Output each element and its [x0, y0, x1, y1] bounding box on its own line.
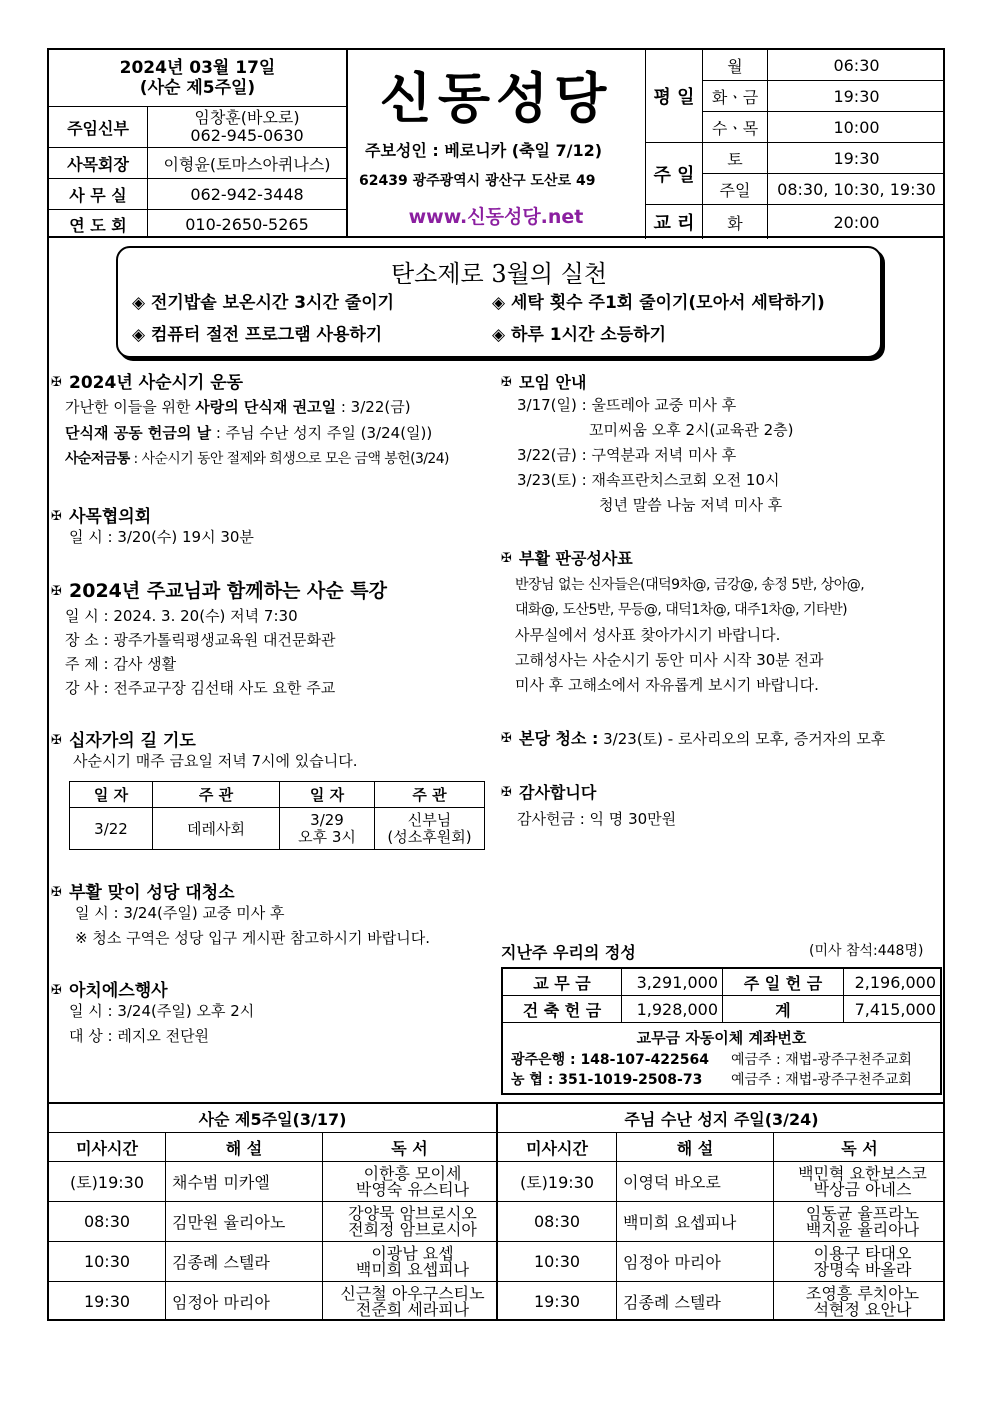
commentator: 임정아 마리아 [617, 1242, 774, 1282]
mass-time: 10:30 [49, 1242, 166, 1282]
section-title: 십자가의 길 기도 [69, 731, 196, 751]
text-bold: 사랑의 단식재 권고일 [195, 398, 337, 416]
mass-schedule [645, 50, 945, 236]
section-title: 부활 판공성사표 [519, 549, 633, 568]
commentator: 백미희 요셉피나 [617, 1202, 774, 1242]
text-line: 사순시기 매주 금요일 저녁 7시에 있습니다. [73, 752, 358, 770]
commentator: 이영덕 바오로 [617, 1162, 774, 1202]
commentator: 채수범 미카엘 [166, 1162, 323, 1202]
table-header: 일 자 [70, 782, 153, 808]
table-cell [280, 808, 375, 850]
reader: 임동균 율프라노 [805, 1203, 920, 1223]
cross-icon: ✠ [501, 731, 512, 746]
cross-icon: ✠ [501, 375, 512, 390]
banner-item: ◈ 세탁 횟수 주1회 줄이기(모아서 세탁하기) [492, 293, 825, 313]
readers [774, 1282, 946, 1322]
carbon-zero-banner [116, 246, 882, 358]
banner-title: 탄소제로 3월의 실천 [391, 260, 607, 288]
finance-box [501, 967, 942, 1095]
schedule-day: 수ㆍ목 [703, 112, 768, 143]
text-line: 고해성사는 사순시기 동안 미사 시작 30분 전과 [515, 651, 824, 669]
bank-account-1: 광주은행 : 148-107-422564 [511, 1052, 709, 1068]
date-cell [49, 50, 347, 107]
readers [323, 1202, 497, 1242]
reader: 백미희 요셉피나 [355, 1259, 470, 1279]
mass-time: 08:30 [498, 1202, 617, 1242]
banner-item: ◈ 컴퓨터 절전 프로그램 사용하기 [132, 325, 383, 345]
text-line: 반장님 없는 신자들은(대덕9차@, 금강@, 송정 5반, 상아@, [515, 577, 865, 593]
readers [774, 1162, 946, 1202]
commentator: 임정아 마리아 [166, 1282, 323, 1322]
reader: 강양묵 암브로시오 [348, 1203, 477, 1223]
section-stations-cross [51, 726, 196, 751]
text-line: 감사헌금 : 익 명 30만원 [517, 810, 677, 828]
section-title: 2024년 주교님과 함께하는 사순 특강 [69, 580, 387, 602]
roster-header: 독 서 [774, 1133, 946, 1162]
reader: 장명숙 바올라 [813, 1259, 912, 1279]
schedule-time: 19:30 [768, 81, 946, 112]
schedule-day: 화 [703, 205, 768, 240]
text-line: 강 사 : 전주교구장 김선태 사도 요한 주교 [65, 679, 336, 697]
section-church-cleaning [501, 726, 885, 749]
yeondo-label: 연 도 회 [49, 210, 148, 239]
banner-item: ◈ 전기밥솥 보온시간 3시간 줄이기 [132, 293, 395, 313]
text-line: 장 소 : 광주가톨릭평생교육원 대건문화관 [65, 631, 336, 649]
finance-value: 1,928,000 [622, 996, 723, 1023]
cross-icon: ✠ [51, 885, 62, 900]
text-line: ※ 청소 구역은 성당 입구 게시판 참고하시기 바랍니다. [75, 929, 431, 947]
table-header: 주 관 [153, 782, 280, 808]
section-title: 감사합니다 [519, 783, 597, 802]
finance-value: 3,291,000 [622, 969, 723, 996]
text-line: 청년 말씀 나눔 저녁 미사 후 [599, 496, 783, 514]
cross-icon: ✠ [501, 551, 512, 566]
roster-header: 독 서 [323, 1133, 497, 1162]
section-title: 사목협의회 [69, 507, 152, 527]
cross-icon: ✠ [51, 509, 62, 524]
section-confession-ticket [501, 546, 633, 569]
cleaning-text: 3/23(토) - 로사리오의 모후, 증거자의 모후 [598, 730, 886, 748]
patron-saint: 주보성인 : 베로니카 (축일 7/12) [365, 141, 603, 160]
section-thanks [501, 780, 596, 803]
mass-time: (토)19:30 [498, 1162, 617, 1202]
text-line: 3/22(금) : 구역분과 저녁 미사 후 [517, 446, 737, 464]
account-holder-2: 예금주 : 재법-광주구천주교회 [731, 1072, 912, 1088]
liturgical-week: (사순 제5주일) [139, 78, 256, 98]
council-label: 사목회장 [49, 148, 148, 179]
cell-line: 오후 3시 [298, 827, 356, 846]
table-cell: 3/22 [70, 808, 153, 850]
pastor-phone: 062-945-0630 [190, 126, 304, 145]
cross-icon: ✠ [51, 983, 62, 998]
section-title: 부활 맞이 성당 대청소 [69, 883, 235, 903]
bulletin-page [47, 48, 945, 1321]
header-title-block [347, 50, 645, 236]
church-name: 신동성당 [379, 67, 613, 130]
text-line [65, 398, 411, 416]
header-info [49, 50, 348, 236]
schedule-time: 20:00 [768, 205, 946, 240]
reader: 전희정 암브로시아 [348, 1219, 477, 1239]
section-bishop-lecture [51, 576, 387, 603]
church-address: 62439 광주광역시 광산구 도산로 49 [359, 173, 596, 189]
section-title: 아치에스행사 [69, 981, 168, 1001]
pastor-label: 주임신부 [49, 107, 148, 148]
readers [323, 1162, 497, 1202]
schedule-time: 19:30 [768, 143, 946, 174]
reader: 백지윤 율리아나 [805, 1219, 920, 1239]
section-easter-cleaning [51, 878, 235, 903]
finance-value: 7,415,000 [844, 996, 941, 1023]
auto-transfer-title: 교무금 자동이체 계좌번호 [636, 1029, 807, 1047]
finance-label: 계 [723, 996, 844, 1023]
attendance: (미사 참석:448명) [809, 943, 924, 959]
table-header: 주 관 [375, 782, 485, 808]
reader: 전준희 세라피나 [355, 1299, 470, 1319]
mass-time: 19:30 [49, 1282, 166, 1322]
commentator: 김만원 율리아노 [166, 1202, 323, 1242]
text-line [65, 450, 449, 468]
bank-account-2: 농 협 : 351-1019-2508-73 [511, 1072, 703, 1088]
schedule-time: 08:30, 10:30, 19:30 [768, 174, 946, 205]
readers [774, 1202, 946, 1242]
commentator: 김종례 스텔라 [166, 1242, 323, 1282]
reader: 신근철 아우구스티노 [340, 1283, 485, 1303]
finance-label: 주 일 헌 금 [723, 969, 844, 996]
finance-label: 건 축 헌 금 [503, 996, 622, 1023]
cell-line: 신부님 [407, 810, 452, 829]
mass-time: 08:30 [49, 1202, 166, 1242]
roster-header: 미사시간 [49, 1133, 166, 1162]
mass-time: (토)19:30 [49, 1162, 166, 1202]
text-line: 미사 후 고해소에서 자유롭게 보시기 바랍니다. [515, 676, 819, 694]
bulletin-date: 2024년 03월 17일 [119, 58, 276, 78]
pastor-name: 임창훈(바오로) [194, 108, 300, 127]
reader: 박상금 아네스 [813, 1179, 912, 1199]
office-phone: 062-942-3448 [148, 179, 347, 210]
catechism-label: 교 리 [646, 205, 703, 240]
cross-icon: ✠ [501, 785, 512, 800]
text: : 사순시기 동안 절제와 희생으로 모은 금액 봉헌(3/24) [129, 451, 449, 467]
mass-roster-right [497, 1104, 945, 1321]
reader: 이용구 타대오 [813, 1243, 912, 1263]
pastor-value [148, 107, 347, 148]
header-divider [49, 236, 945, 238]
commentator: 김종례 스텔라 [617, 1282, 774, 1322]
office-label: 사 무 실 [49, 179, 148, 210]
website-link[interactable]: www.신동성당.net [408, 206, 584, 228]
reader: 석현정 요안나 [813, 1299, 912, 1319]
text: : 주님 수난 성지 주일 (3/24(일)) [211, 424, 433, 442]
section-title: 본당 청소 : [519, 729, 599, 748]
text-line: 대화@, 도산5반, 무등@, 대덕1차@, 대주1차@, 기타반) [515, 602, 848, 618]
table-cell: 데레사회 [153, 808, 280, 850]
reader: 이한흥 모이세 [363, 1163, 462, 1183]
section-acies [51, 976, 168, 1001]
text-line: 사무실에서 성사표 찾아가시기 바랍니다. [515, 626, 781, 644]
stations-table [69, 781, 485, 850]
weekday-label: 평 일 [646, 50, 703, 143]
text-line: 꼬미씨움 오후 2시(교육관 2층) [589, 421, 794, 439]
roster-header: 해 설 [166, 1133, 323, 1162]
section-meetings [501, 370, 586, 393]
yeondo-phone: 010-2650-5265 [148, 210, 347, 239]
schedule-time: 10:00 [768, 112, 946, 143]
text-line: 3/23(토) : 재속프란치스코회 오전 10시 [517, 471, 780, 489]
section-title: 2024년 사순시기 운동 [69, 373, 244, 393]
text-line: 주 제 : 감사 생활 [65, 655, 177, 673]
mass-roster-left [49, 1104, 497, 1321]
reader: 박영숙 유스티나 [355, 1179, 470, 1199]
text-bold: 사순저금통 [65, 451, 130, 467]
cell-line: (성소후원회) [387, 827, 472, 846]
table-cell [375, 808, 485, 850]
cross-icon: ✠ [51, 733, 62, 748]
roster-header: 해 설 [617, 1133, 774, 1162]
section-lent-movement [51, 368, 243, 393]
roster-title: 사순 제5주일(3/17) [49, 1104, 497, 1133]
text-line: 일 시 : 3/24(주일) 교중 미사 후 [75, 904, 285, 922]
finance-title: 지난주 우리의 정성 [501, 943, 636, 962]
text: : 3/22(금) [336, 398, 411, 416]
council-value: 이형윤(토마스아퀴나스) [148, 148, 347, 179]
section-title: 모임 안내 [519, 373, 587, 392]
schedule-day: 화ㆍ금 [703, 81, 768, 112]
schedule-day: 주일 [703, 174, 768, 205]
account-holder-1: 예금주 : 재법-광주구천주교회 [731, 1052, 912, 1068]
finance-table [503, 969, 940, 1023]
cross-icon: ✠ [51, 375, 62, 390]
readers [323, 1282, 497, 1322]
mass-time: 10:30 [498, 1242, 617, 1282]
table-header: 일 자 [280, 782, 375, 808]
text-line: 3/17(일) : 울뜨레아 교중 미사 후 [517, 396, 737, 414]
finance-label: 교 무 금 [503, 969, 622, 996]
text-line [65, 424, 432, 442]
text-bold: 단식재 공동 헌금의 날 [65, 424, 212, 442]
text-line: 일 시 : 3/24(주일) 오후 2시 [69, 1002, 255, 1020]
readers [323, 1242, 497, 1282]
reader: 이광남 요셉 [371, 1243, 454, 1263]
cross-icon: ✠ [51, 584, 62, 599]
schedule-day: 토 [703, 143, 768, 174]
section-pastoral-council [51, 502, 151, 527]
reader: 백민혁 요한보스코 [798, 1163, 927, 1183]
text-line: 일 시 : 2024. 3. 20(수) 저녁 7:30 [65, 607, 298, 625]
banner-item: ◈ 하루 1시간 소등하기 [492, 325, 667, 345]
reader: 조영흥 루치아노 [805, 1283, 920, 1303]
sunday-label: 주 일 [646, 143, 703, 205]
roster-title: 주님 수난 성지 주일(3/24) [498, 1104, 946, 1133]
text-line: 대 상 : 레지오 전단원 [69, 1027, 210, 1045]
text: 가난한 이들을 위한 [65, 398, 196, 416]
roster-header: 미사시간 [498, 1133, 617, 1162]
mass-time: 19:30 [498, 1282, 617, 1322]
cell-line: 3/29 [310, 810, 344, 829]
finance-value: 2,196,000 [844, 969, 941, 996]
schedule-day: 월 [703, 50, 768, 81]
readers [774, 1242, 946, 1282]
text-line: 일 시 : 3/20(수) 19시 30분 [69, 528, 254, 546]
schedule-time: 06:30 [768, 50, 946, 81]
